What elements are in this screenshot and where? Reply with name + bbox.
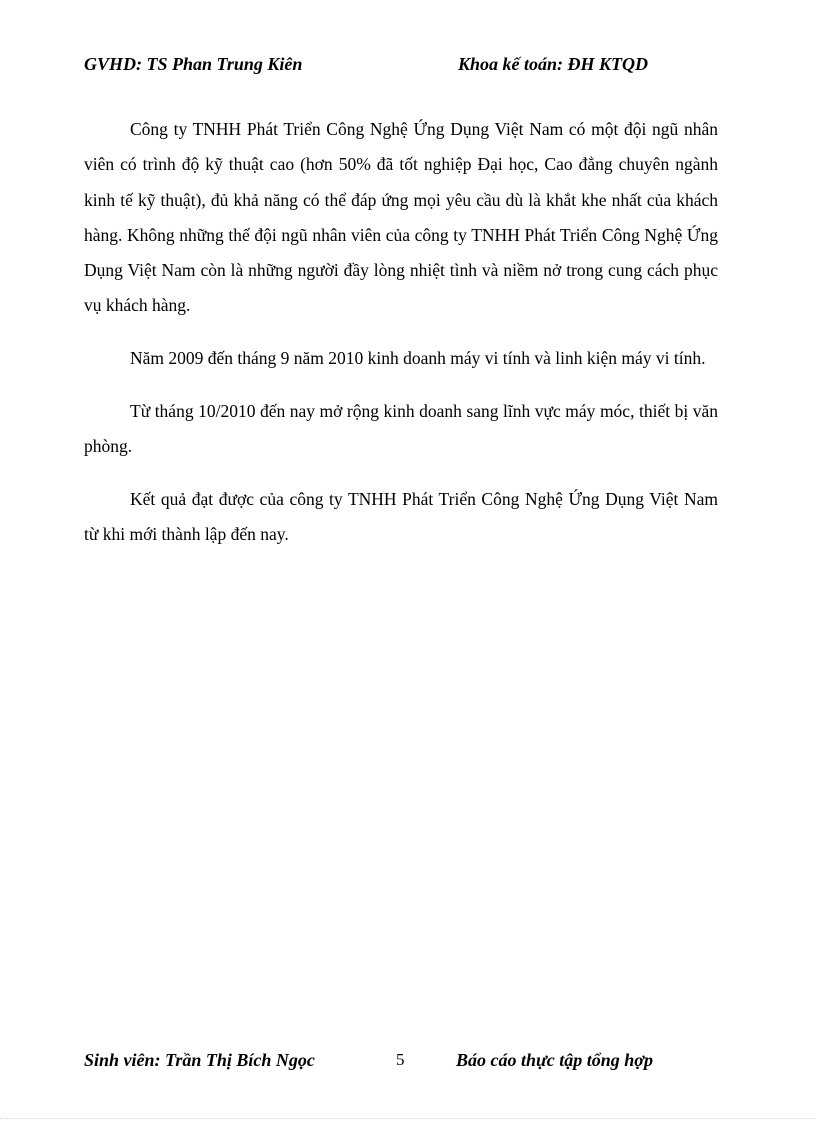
paragraph-2010-now: Từ tháng 10/2010 đến nay mở rộng kinh doanh sang lĩnh vực máy móc, thiết bị văn phòng. xyxy=(84,401,718,457)
paragraph-staff: Công ty TNHH Phát Triển Công Nghệ Ứng Dụng Việt Nam có một đội ngũ nhân viên có trình độ kỹ thuật cao (hơn 50% đã tốt nghiệp Đại học, Cao đẳng chuyên ngành kinh tế kỹ thuật), đủ khả năng có thể đáp ứng mọi yêu cầu dù là khắt khe nhất của khách hàng. Không những thế đội ngũ nhân viên của công ty TNHH Phát Triển Công Nghệ Ứng Dụng Việt Nam còn là những người đầy lòng nhiệt tình và niềm nở trong cung cách phục vụ khách hàng. xyxy=(84,119,718,316)
paragraph-results: Kết quả đạt được của công ty TNHH Phát Triển Công Nghệ Ứng Dụng Việt Nam từ khi mới thành lập đến nay. xyxy=(84,489,718,545)
footer-report-title: Báo cáo thực tập tổng hợp xyxy=(456,1050,653,1070)
bottom-divider xyxy=(0,1118,816,1119)
header-faculty: Khoa kế toán: ĐH KTQD xyxy=(458,54,649,74)
header-supervisor: GVHD: TS Phan Trung Kiên xyxy=(84,54,303,74)
page-number: 5 xyxy=(396,1050,405,1069)
footer-student: Sinh viên: Trần Thị Bích Ngọc xyxy=(84,1050,315,1070)
paragraph-2009-2010: Năm 2009 đến tháng 9 năm 2010 kinh doanh máy vi tính và linh kiện máy vi tính. xyxy=(130,348,706,369)
body-text xyxy=(84,112,718,570)
